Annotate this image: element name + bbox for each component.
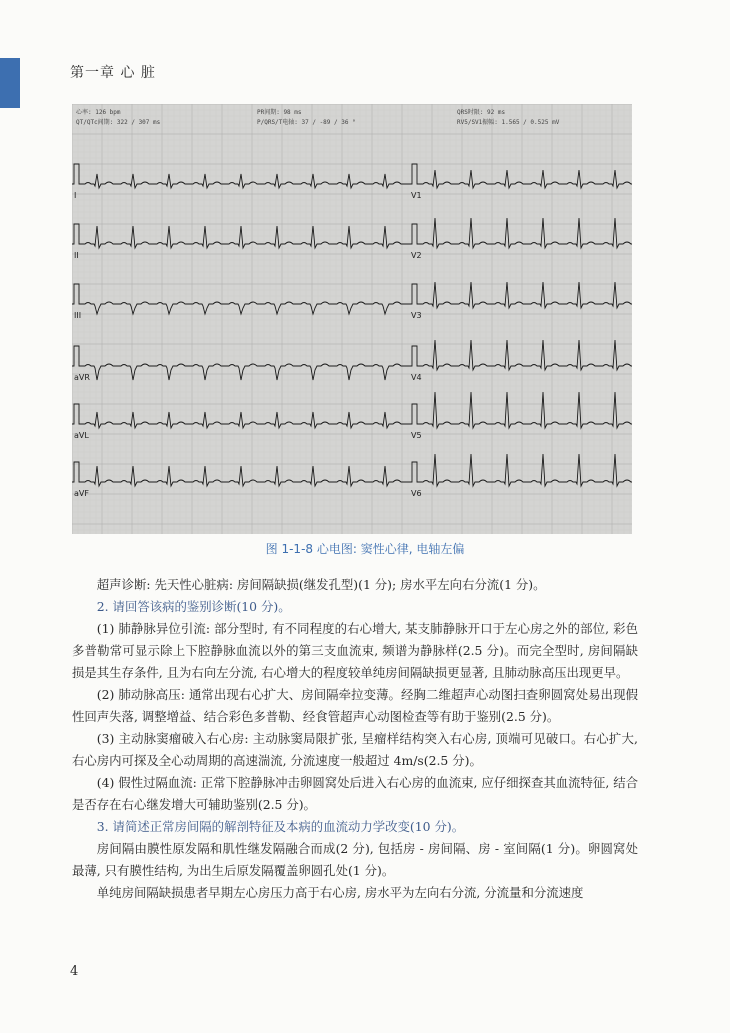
- ecg-lead-label: V4: [411, 373, 422, 382]
- page-number: 4: [70, 964, 79, 979]
- ecg-calibration-pulse: [72, 224, 81, 244]
- ecg-info-qrs: QRS时限: 92 ms: [457, 109, 506, 116]
- ecg-lead-label: V1: [411, 191, 422, 200]
- ecg-lead-label: V6: [411, 489, 422, 498]
- ecg-lead-label: aVR: [74, 373, 90, 382]
- ecg-calibration-pulse: [72, 404, 81, 424]
- ecg-tracing: [72, 104, 632, 534]
- chapter-tab-marker: [0, 58, 20, 108]
- ecg-calibration-pulse: [410, 284, 419, 304]
- ecg-calibration-pulse: [72, 462, 81, 482]
- ecg-info-heart-rate: 心率: 126 bpm: [76, 109, 121, 116]
- ecg-lead-label: III: [74, 311, 82, 320]
- ecg-info-pr: PR间期: 98 ms: [257, 109, 302, 116]
- chapter-header: 第一章 心 脏: [70, 65, 156, 81]
- ecg-lead-label: V2: [411, 251, 422, 260]
- ecg-calibration-pulse: [72, 284, 81, 304]
- anatomy-paragraph: 房间隔由膜性原发隔和肌性继发隔融合而成(2 分), 包括房 - 房间隔、房 - 室间隔(1 分)。卵圆窝处最薄, 只有膜性结构, 为出生后原发隔覆盖卵圆孔处(1 分)。: [72, 841, 638, 878]
- ecg-trace-limb: [81, 226, 410, 248]
- differential-item-3: (3) 主动脉窦瘤破入右心房: 主动脉窦局限扩张, 呈瘤样结构突入右心房, 顶端可见破口。右心扩大, 右心房内可探及全心动周期的高速湍流, 分流速度一般超过 4m/s(2.5 分)。: [72, 731, 638, 768]
- ecg-info-amplitude: RV5/SV1振幅: 1.565 / 0.525 mV: [457, 119, 560, 126]
- differential-item-1: (1) 肺静脉异位引流: 部分型时, 有不同程度的右心增大, 某支肺静脉开口于左心房之外的部位, 彩色多普勒常可显示除上下腔静脉血流以外的第三支血流束, 频谱为静脉样(2.5 分)。而完全型时, 房间隔缺损是其生存条件, 且为右向左分流, 右心增大的程度较单纯房间隔缺损更显著, 且肺动脉高压出现更早。: [72, 621, 639, 680]
- ecg-lead-label: V3: [411, 311, 422, 320]
- differential-item-2: (2) 肺动脉高压: 通常出现右心扩大、房间隔牵拉变薄。经胸二维超声心动图扫查卵圆窝处易出现假性回声失落, 调整增益、结合彩色多普勒、经食管超声心动图检查等有助于鉴别(2.5 分)。: [72, 687, 638, 724]
- diagnosis-paragraph: 超声诊断: 先天性心脏病: 房间隔缺损(继发孔型)(1 分); 房水平左向右分流(1 分)。: [96, 577, 546, 592]
- ecg-calibration-pulse: [410, 404, 419, 424]
- ecg-lead-label: V5: [411, 431, 422, 440]
- ecg-lead-label: aVF: [74, 489, 89, 498]
- ecg-trace-limb: [81, 364, 410, 380]
- ecg-calibration-pulse: [410, 164, 419, 184]
- hemodynamics-paragraph: 单纯房间隔缺损患者早期左心房压力高于右心房, 房水平为左向右分流, 分流量和分流速度: [96, 885, 584, 900]
- ecg-lead-label: II: [74, 251, 79, 260]
- ecg-lead-label: I: [74, 191, 77, 200]
- ecg-info-qt: QT/QTc间期: 322 / 307 ms: [76, 119, 161, 126]
- ecg-calibration-pulse: [72, 164, 81, 184]
- ecg-calibration-pulse: [410, 224, 419, 244]
- differential-item-4: (4) 假性过隔血流: 正常下腔静脉冲击卵圆窝处后进入右心房的血流束, 应仔细探查其血流特征, 结合是否存在右心继发增大可辅助鉴别(2.5 分)。: [72, 775, 638, 812]
- ecg-calibration-pulse: [410, 462, 419, 482]
- figure-caption: 图 1-1-8 心电图: 窦性心律, 电轴左偏: [265, 542, 465, 556]
- body-text: [72, 574, 638, 904]
- question-3-heading: 3. 请简述正常房间隔的解剖特征及本病的血流动力学改变(10 分)。: [96, 819, 465, 834]
- ecg-info-axis: P/QRS/T电轴: 37 / -89 / 36 °: [257, 119, 356, 126]
- ecg-figure: [72, 104, 632, 534]
- ecg-trace-limb: [81, 412, 410, 428]
- ecg-lead-label: aVL: [74, 431, 89, 440]
- question-2-heading: 2. 请回答该病的鉴别诊断(10 分)。: [96, 599, 291, 614]
